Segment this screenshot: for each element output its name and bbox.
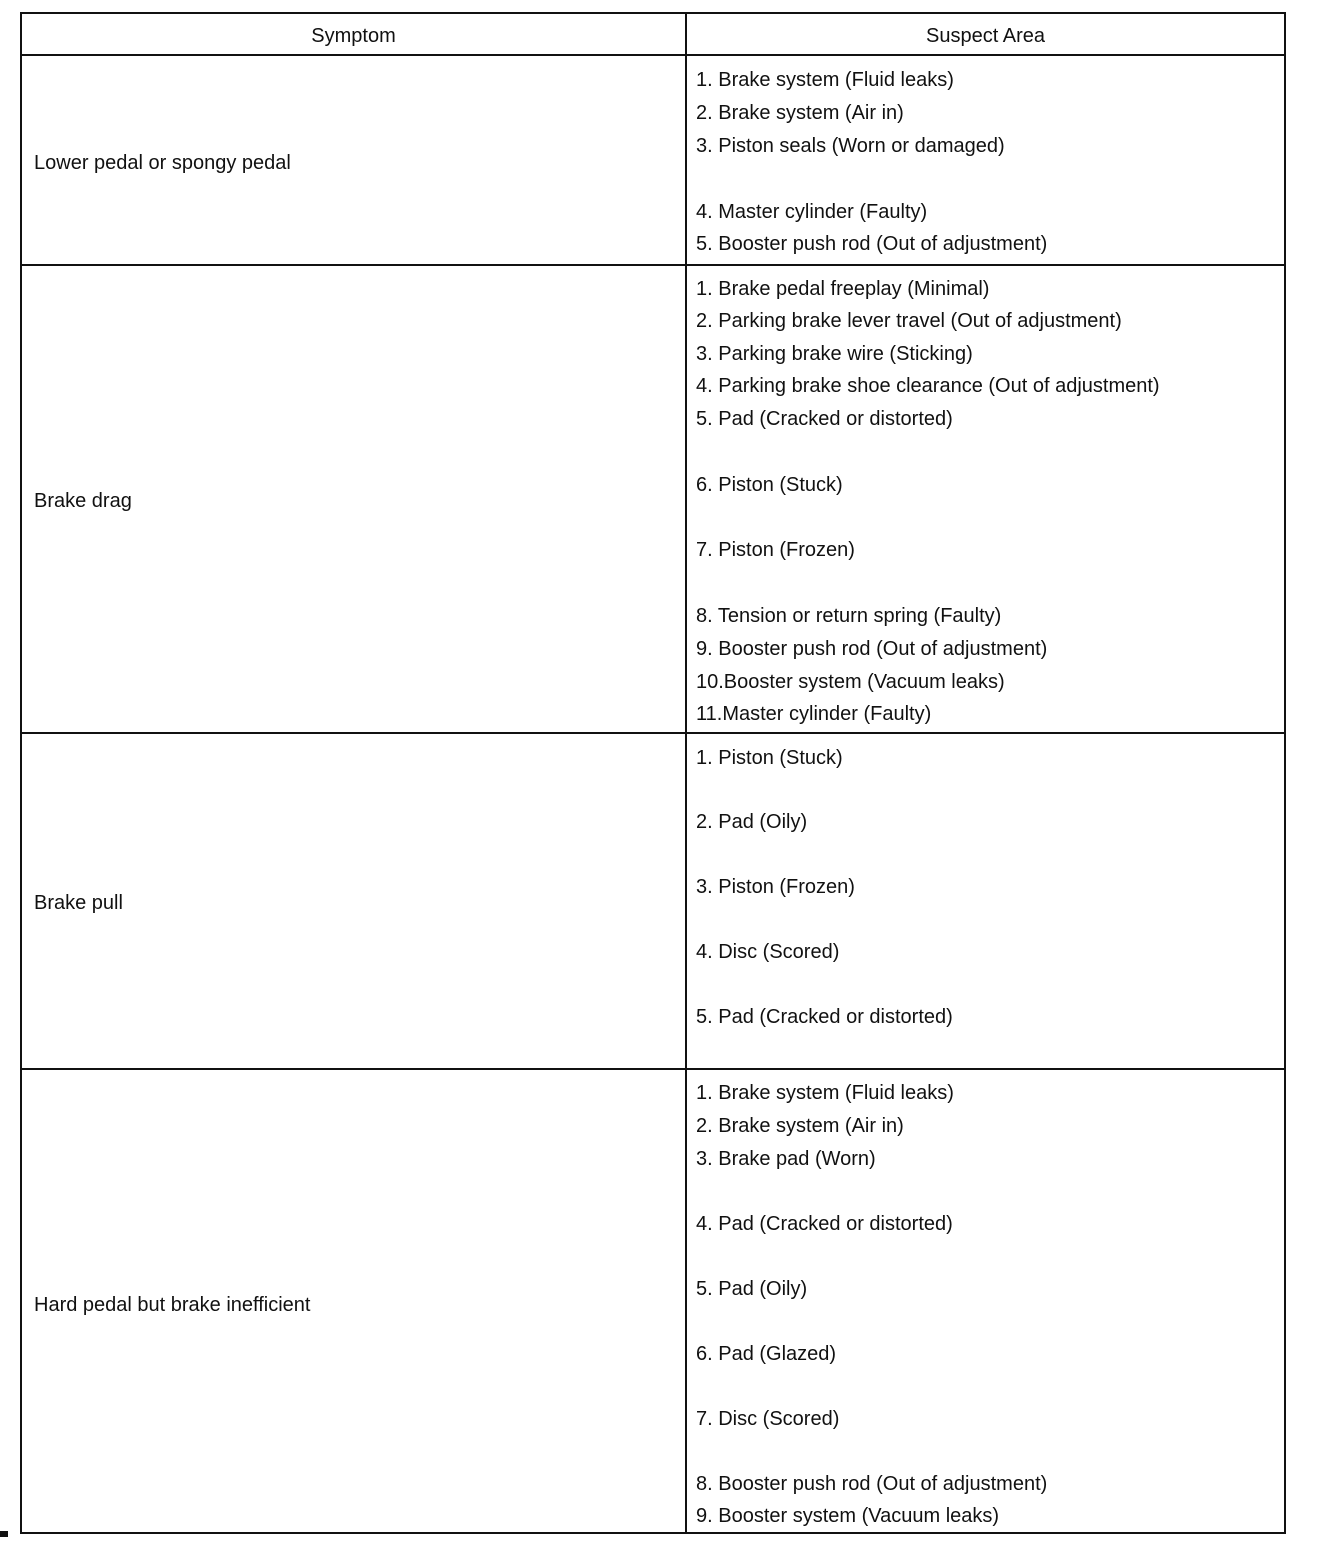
suspect-item: 6. Piston (Stuck) <box>696 474 843 496</box>
suspect-item: 2. Parking brake lever travel (Out of adjustment) <box>696 310 1122 332</box>
row-divider <box>22 1068 1284 1070</box>
suspect-item: 9. Booster system (Vacuum leaks) <box>696 1505 1000 1527</box>
suspect-item: 4. Parking brake shoe clearance (Out of adjustment) <box>696 375 1160 397</box>
corner-mark <box>0 1531 8 1537</box>
suspect-item: 7. Disc (Scored) <box>696 1408 840 1430</box>
suspect-item: 3. Piston (Frozen) <box>696 876 855 898</box>
header-symptom: Symptom <box>311 25 396 47</box>
suspect-item: 2. Brake system (Air in) <box>696 102 904 124</box>
suspect-item: 8. Tension or return spring (Faulty) <box>696 605 1002 627</box>
suspect-item: 4. Pad (Cracked or distorted) <box>696 1213 953 1235</box>
suspect-item: 6. Pad (Glazed) <box>696 1343 837 1365</box>
suspect-item: 1. Brake system (Fluid leaks) <box>696 69 954 91</box>
suspect-item: 7. Piston (Frozen) <box>696 539 855 561</box>
column-divider <box>685 14 687 1532</box>
symptom-cell: Hard pedal but brake inefficient <box>34 1294 311 1316</box>
suspect-item: 11.Master cylinder (Faulty) <box>696 703 932 725</box>
suspect-item: 1. Brake system (Fluid leaks) <box>696 1082 954 1104</box>
row-divider <box>22 732 1284 734</box>
suspect-item: 5. Booster push rod (Out of adjustment) <box>696 233 1048 255</box>
suspect-item: 10.Booster system (Vacuum leaks) <box>696 671 1005 693</box>
suspect-item: 5. Pad (Cracked or distorted) <box>696 1006 953 1028</box>
troubleshooting-table <box>20 12 1286 1534</box>
suspect-item: 3. Brake pad (Worn) <box>696 1148 876 1170</box>
suspect-item: 4. Master cylinder (Faulty) <box>696 201 928 223</box>
suspect-item: 2. Pad (Oily) <box>696 811 808 833</box>
suspect-item: 5. Pad (Cracked or distorted) <box>696 408 953 430</box>
suspect-item: 3. Piston seals (Worn or damaged) <box>696 135 1005 157</box>
suspect-item: 1. Brake pedal freeplay (Minimal) <box>696 278 990 300</box>
row-divider <box>22 264 1284 266</box>
suspect-item: 4. Disc (Scored) <box>696 941 840 963</box>
suspect-item: 8. Booster push rod (Out of adjustment) <box>696 1473 1048 1495</box>
suspect-item: 9. Booster push rod (Out of adjustment) <box>696 638 1048 660</box>
suspect-item: 2. Brake system (Air in) <box>696 1115 904 1137</box>
suspect-item: 3. Parking brake wire (Sticking) <box>696 343 973 365</box>
header-suspect-area: Suspect Area <box>926 25 1045 47</box>
symptom-cell: Brake pull <box>34 892 123 914</box>
suspect-item: 1. Piston (Stuck) <box>696 747 843 769</box>
suspect-item: 5. Pad (Oily) <box>696 1278 808 1300</box>
symptom-cell: Lower pedal or spongy pedal <box>34 152 291 174</box>
symptom-cell: Brake drag <box>34 490 132 512</box>
